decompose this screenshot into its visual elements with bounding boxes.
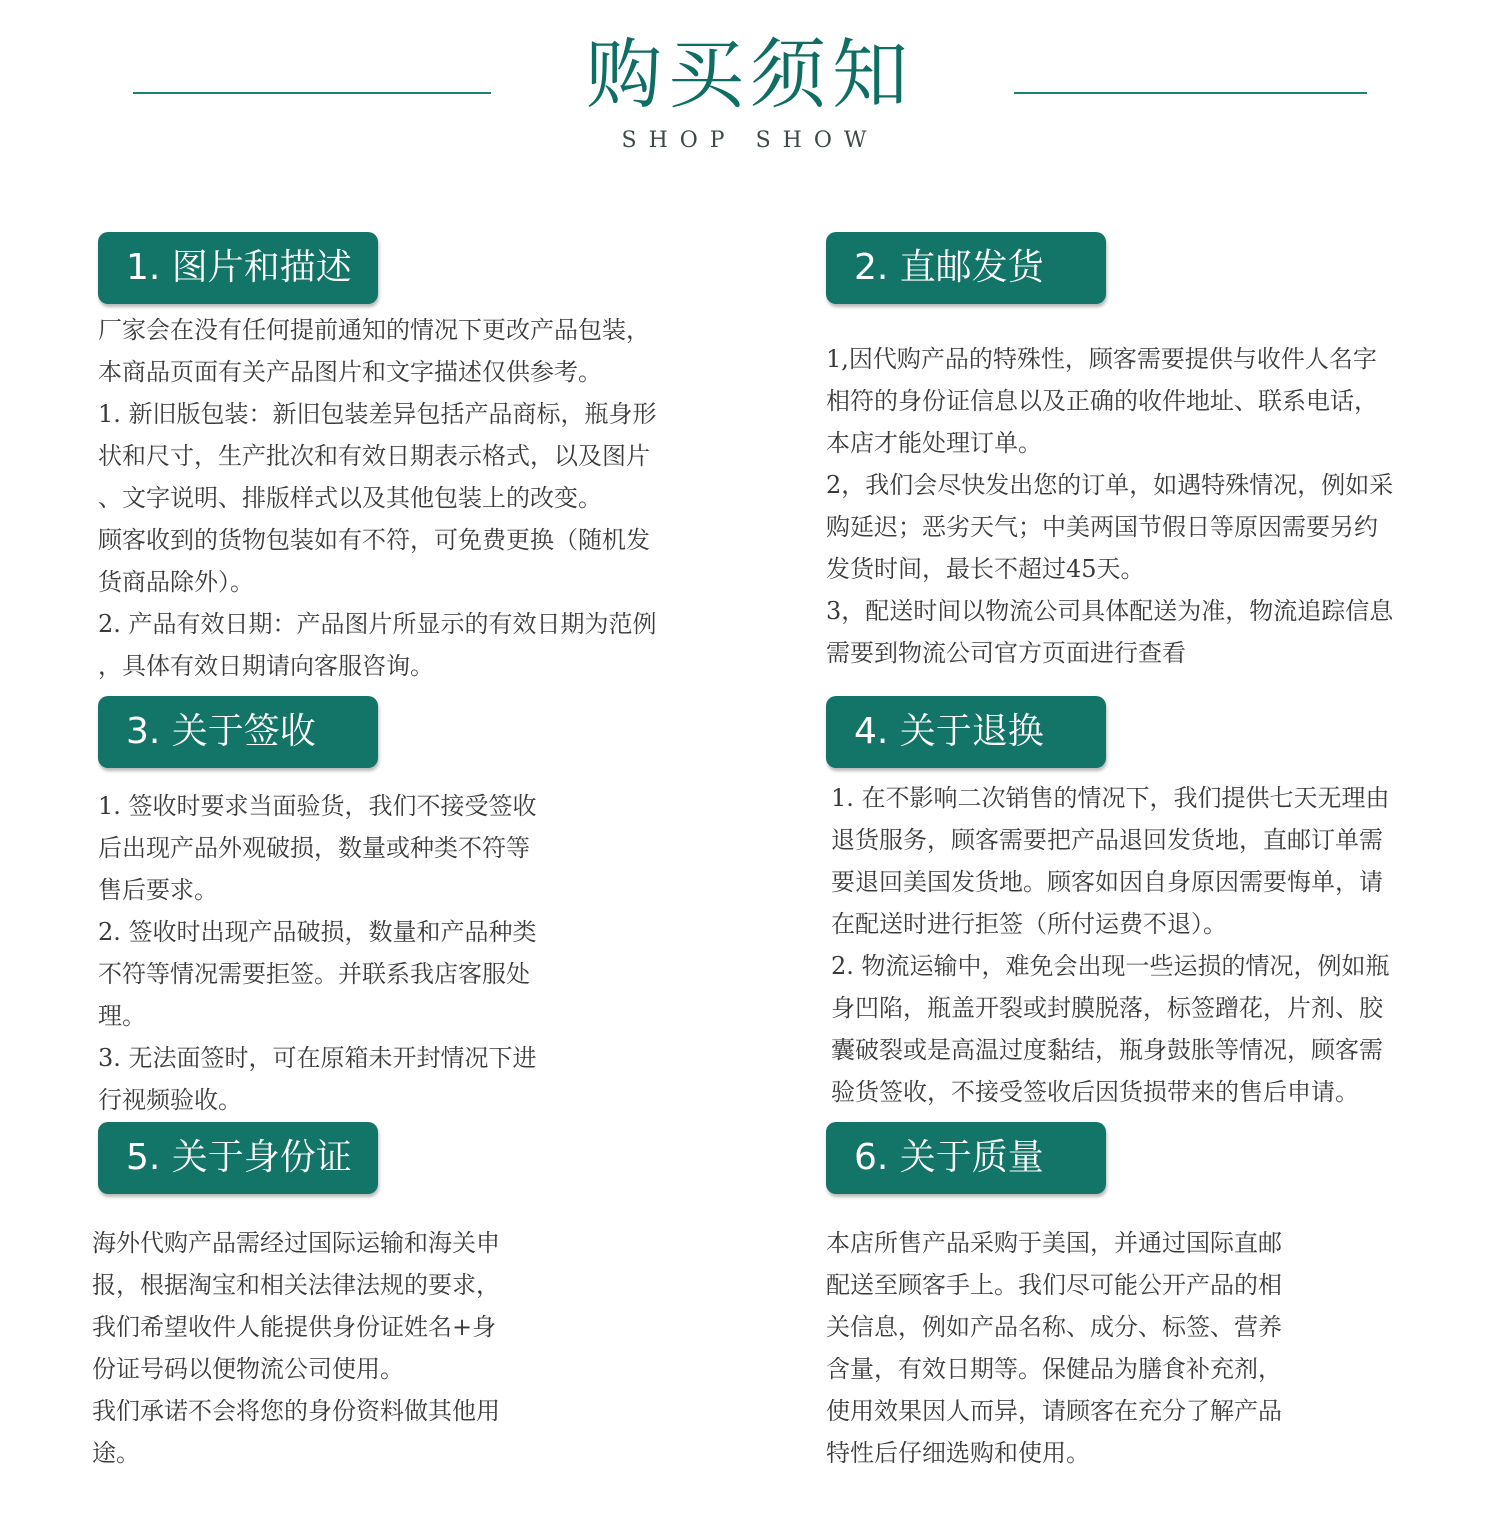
body-line: 顾客收到的货物包装如有不符，可免费更换（随机发	[98, 526, 650, 554]
body-line: 2，我们会尽快发出您的订单，如遇特殊情况，例如采	[826, 471, 1394, 499]
body-line: 本商品页面有关产品图片和文字描述仅供参考。	[98, 358, 602, 386]
body-line: 本店才能处理订单。	[826, 429, 1042, 457]
body-line: 退货服务，顾客需要把产品退回发货地，直邮订单需	[831, 826, 1383, 854]
body-line: 3. 无法面签时，可在原箱未开封情况下进	[98, 1044, 537, 1072]
body-line: 1. 新旧版包装：新旧包装差异包括产品商标，瓶身形	[98, 400, 657, 428]
body-line: 报，根据淘宝和相关法律法规的要求，	[92, 1271, 500, 1299]
body-line: 2. 产品有效日期：产品图片所显示的有效日期为范例	[98, 610, 657, 638]
body-line: 份证号码以便物流公司使用。	[92, 1355, 404, 1383]
body-line: 1. 在不影响二次销售的情况下，我们提供七天无理由	[831, 784, 1390, 812]
body-line: 验货签收，不接受签收后因货损带来的售后申请。	[831, 1078, 1359, 1106]
body-line: 要退回美国发货地。顾客如因自身原因需要悔单，请	[831, 868, 1383, 896]
section-body-direct-shipping	[826, 338, 1393, 674]
section-heading-direct-shipping: 2. 直邮发货	[826, 232, 1106, 304]
section-heading-returns: 4. 关于退换	[826, 696, 1106, 768]
body-line: ，具体有效日期请向客服咨询。	[98, 652, 434, 680]
body-line: 1. 签收时要求当面验货，我们不接受签收	[98, 792, 537, 820]
header-rule-left	[133, 92, 491, 94]
body-line: 后出现产品外观破损，数量或种类不符等	[98, 834, 530, 862]
body-line: 售后要求。	[98, 876, 218, 904]
section-heading-images-description: 1. 图片和描述	[98, 232, 378, 304]
body-line: 关信息，例如产品名称、成分、标签、营养	[826, 1313, 1282, 1341]
body-line: 行视频验收。	[98, 1086, 242, 1114]
body-line: 购延迟；恶劣天气；中美两国节假日等原因需要另约	[826, 513, 1378, 541]
body-line: 我们承诺不会将您的身份资料做其他用	[92, 1397, 500, 1425]
page-title: 购买须知	[586, 30, 914, 119]
body-line: 配送至顾客手上。我们尽可能公开产品的相	[826, 1271, 1282, 1299]
body-line: 3，配送时间以物流公司具体配送为准，物流追踪信息	[826, 597, 1394, 625]
body-line: 本店所售产品采购于美国，并通过国际直邮	[826, 1229, 1282, 1257]
body-line: 2. 签收时出现产品破损，数量和产品种类	[98, 918, 537, 946]
body-line: 货商品除外）。	[98, 568, 254, 596]
body-line: 不符等情况需要拒签。并联系我店客服处	[98, 960, 530, 988]
body-line: 需要到物流公司官方页面进行查看	[826, 639, 1186, 667]
section-heading-receipt: 3. 关于签收	[98, 696, 378, 768]
body-line: 状和尺寸，生产批次和有效日期表示格式，以及图片	[98, 442, 650, 470]
page-subtitle: SHOP SHOW	[621, 128, 879, 153]
body-line: 囊破裂或是高温过度黏结，瓶身鼓胀等情况，顾客需	[831, 1036, 1383, 1064]
section-body-id-card	[92, 1222, 500, 1474]
body-line: 相符的身份证信息以及正确的收件地址、联系电话，	[826, 387, 1378, 415]
header-rule-right	[1014, 92, 1367, 94]
body-line: 我们希望收件人能提供身份证姓名+身	[92, 1313, 497, 1341]
section-body-images-description	[98, 309, 657, 687]
body-line: 使用效果因人而异，请顾客在充分了解产品	[826, 1397, 1282, 1425]
section-body-quality	[826, 1222, 1282, 1474]
body-line: 特性后仔细选购和使用。	[826, 1439, 1090, 1467]
body-line: 、文字说明、排版样式以及其他包装上的改变。	[98, 484, 602, 512]
body-line: 厂家会在没有任何提前通知的情况下更改产品包装，	[98, 316, 650, 344]
body-line: 1,因代购产品的特殊性，顾客需要提供与收件人名字	[826, 345, 1377, 373]
body-line: 发货时间，最长不超过45天。	[826, 555, 1145, 583]
section-heading-quality: 6. 关于质量	[826, 1122, 1106, 1194]
section-body-returns	[831, 777, 1390, 1113]
section-heading-id-card: 5. 关于身份证	[98, 1122, 378, 1194]
body-line: 海外代购产品需经过国际运输和海关申	[92, 1229, 500, 1257]
body-line: 在配送时进行拒签（所付运费不退）。	[831, 910, 1227, 938]
body-line: 含量，有效日期等。保健品为膳食补充剂，	[826, 1355, 1282, 1383]
section-body-receipt	[98, 785, 537, 1121]
body-line: 身凹陷，瓶盖开裂或封膜脱落，标签蹭花，片剂、胶	[831, 994, 1383, 1022]
body-line: 途。	[92, 1439, 140, 1467]
body-line: 2. 物流运输中，难免会出现一些运损的情况，例如瓶	[831, 952, 1390, 980]
body-line: 理。	[98, 1002, 146, 1030]
